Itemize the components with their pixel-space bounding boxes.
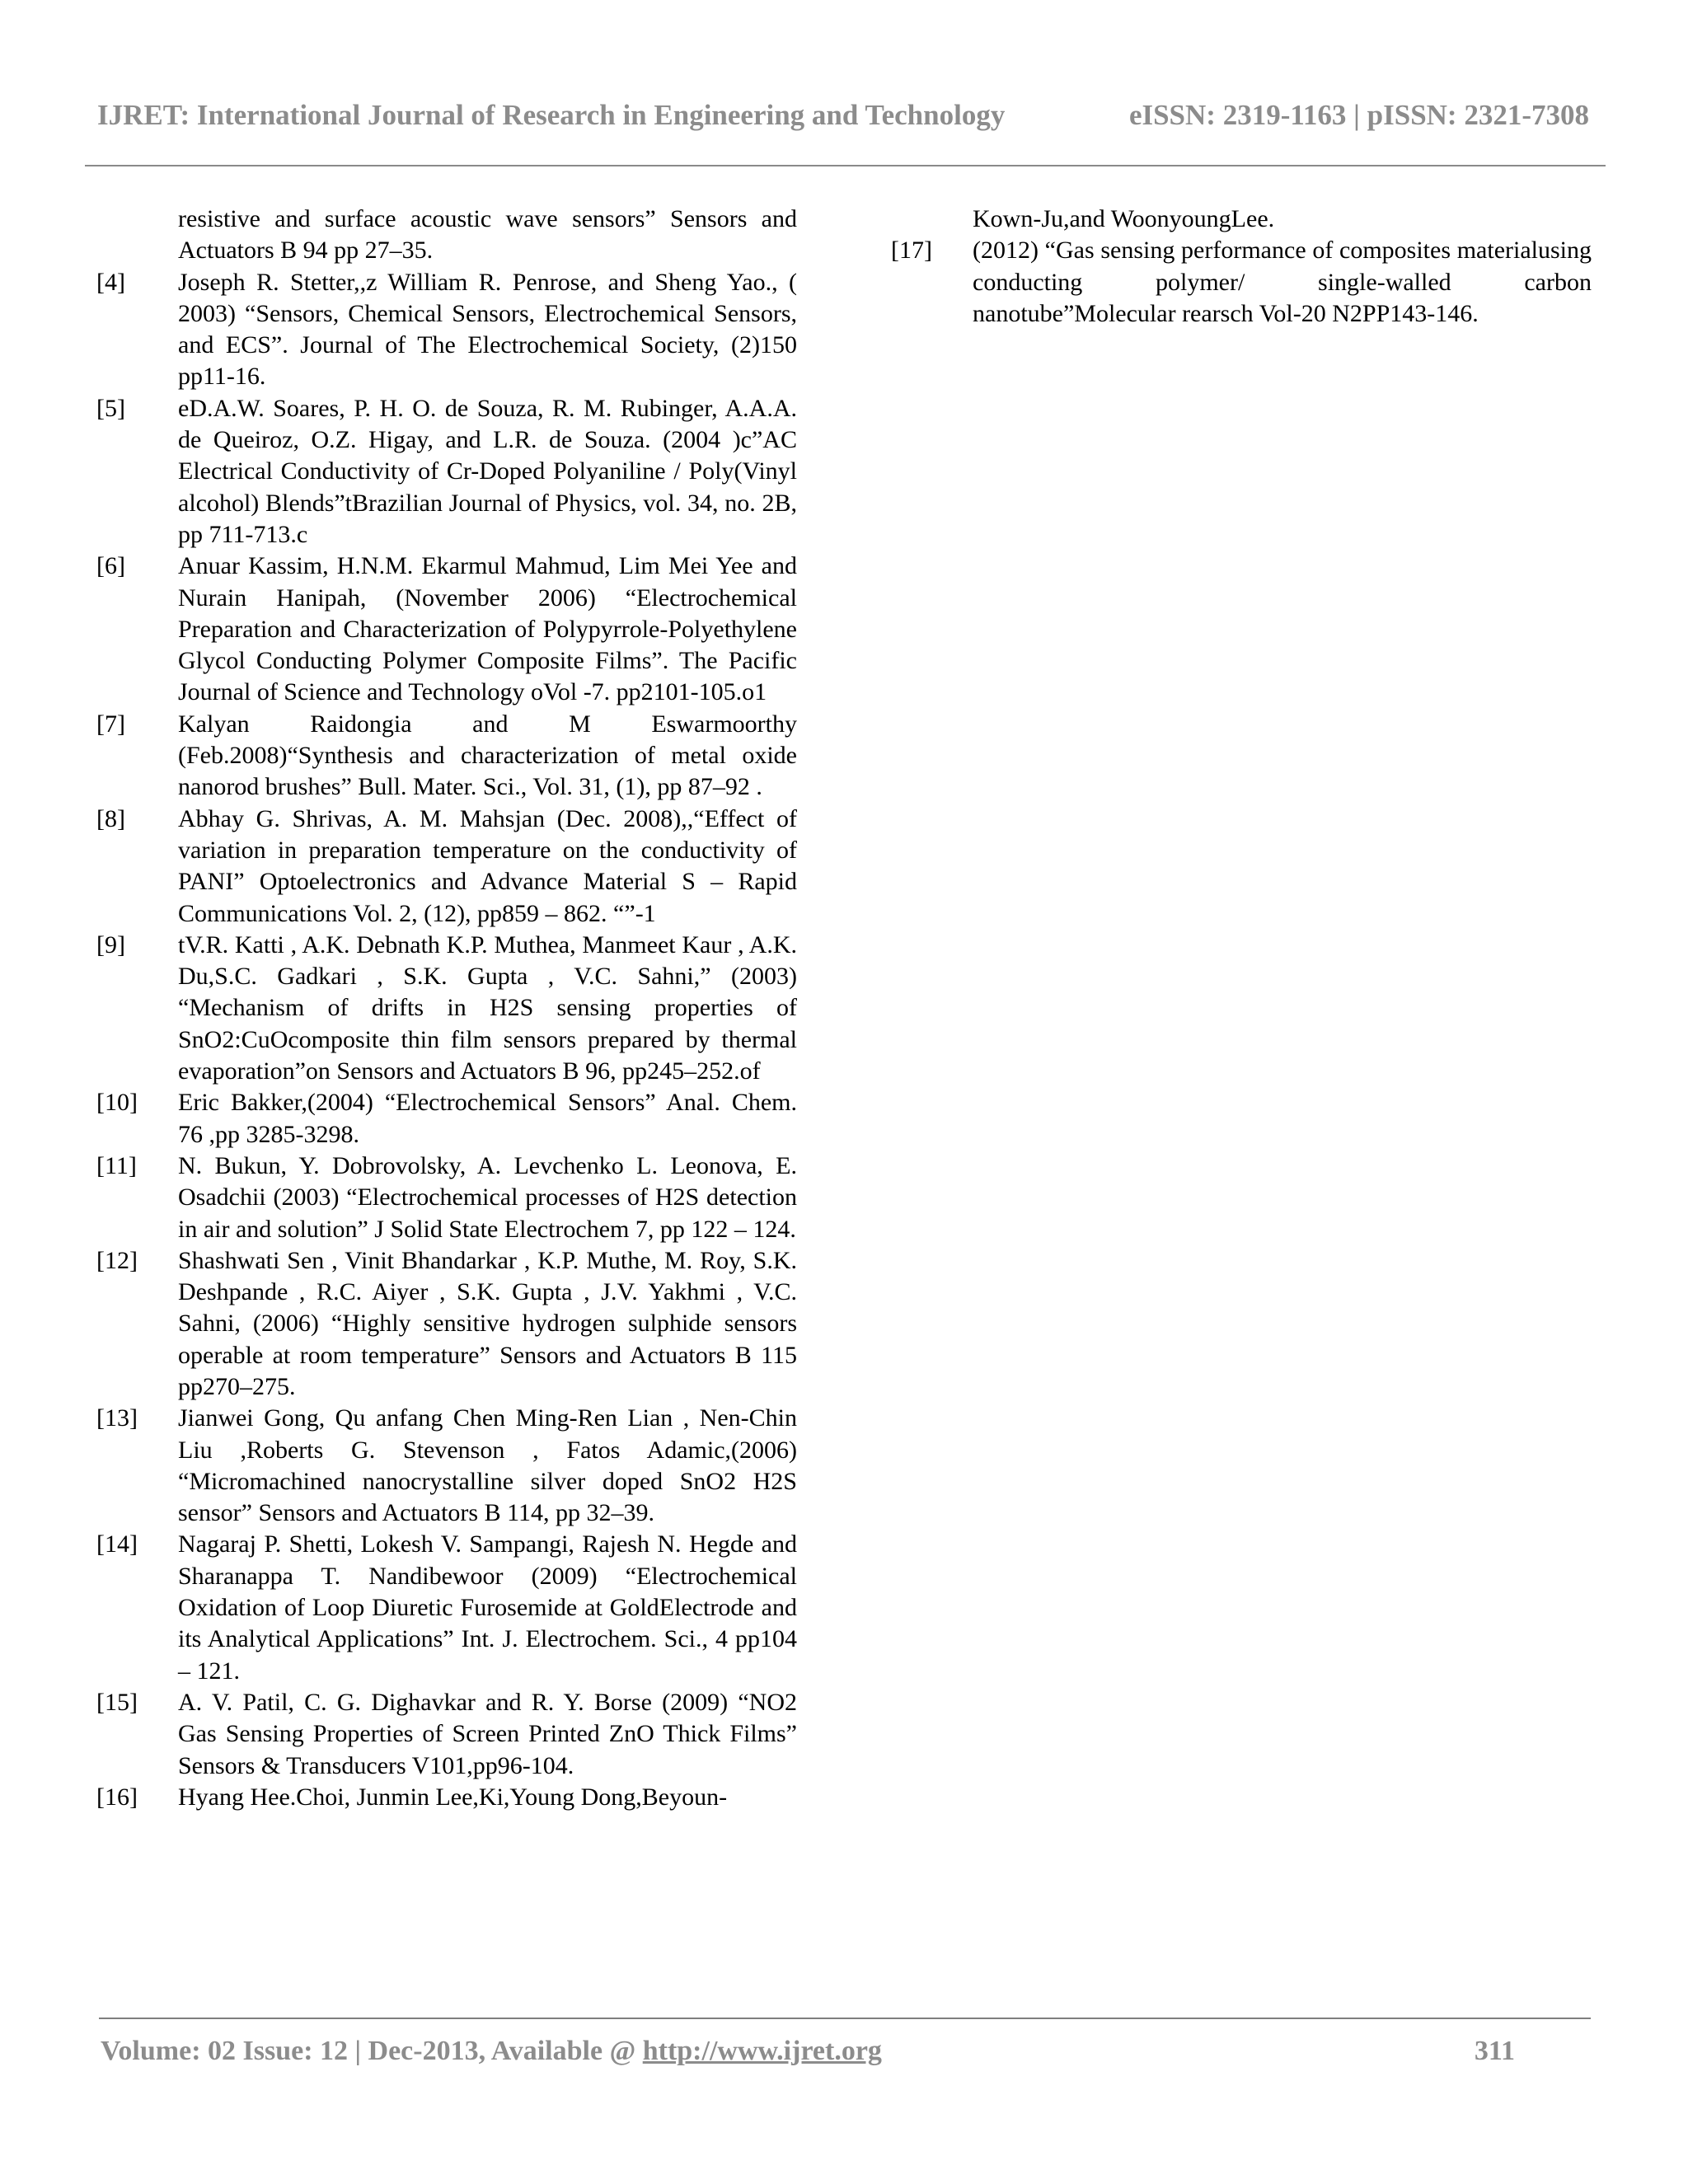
reference-9 <box>96 930 797 1087</box>
reference-text: eD.A.W. Soares, P. H. O. de Souza, R. M. Rubinger, A.A.A. de Queiroz, O.Z. Higay, and L.R. de Souza. (2004 )c”AC Electrical Conductivity of Cr-Doped Polyaniline / Poly(Vinyl alcohol) Blends”tBrazilian Journal of Physics, vol. 34, no. 2B, pp 711-713.c <box>178 394 797 548</box>
reference-14 <box>96 1529 797 1686</box>
footer-divider <box>99 2018 1591 2019</box>
reference-text: Abhay G. Shrivas, A. M. Mahsjan (Dec. 2008),,“Effect of variation in preparation temperature on the conductivity of PANI” Optoelectronics and Advance Material S – Rapid Communications Vol. 2, (12), pp859 – 862. “”-1 <box>178 804 797 927</box>
reference-text: N. Bukun, Y. Dobrovolsky, A. Levchenko L. Leonova, E. Osadchii (2003) “Electrochemical processes of H2S detection in air and solution” J Solid State Electrochem 7, pp 122 – 124. <box>178 1151 797 1243</box>
reference-text: tV.R. Katti , A.K. Debnath K.P. Muthea, Manmeet Kaur , A.K. Du,S.C. Gadkari , S.K. Gupta , V.C. Sahni,” (2003) “Mechanism of drifts in H2S sensing properties of SnO2:CuOcomposite thin film sensors prepared by thermal evaporation”on Sensors and Actuators B 96, pp245–252.of <box>178 930 797 1085</box>
reference-12 <box>96 1245 797 1403</box>
reference-text: Hyang Hee.Choi, Junmin Lee,Ki,Young Dong,Beyoun- <box>178 1783 728 1811</box>
reference-text: Shashwati Sen , Vinit Bhandarkar , K.P. Muthe, M. Roy, S.K. Deshpande , R.C. Aiyer , S.K. Gupta , J.V. Yakhmi , V.C. Sahni, (2006) “Highly sensitive hydrogen sulphide sensors operable at room temperature” Sensors and Actuators B 115 pp270–275. <box>178 1246 797 1400</box>
reference-number: [6] <box>96 552 125 580</box>
page-header <box>97 99 1589 132</box>
reference-number: [13] <box>96 1404 138 1432</box>
reference-10 <box>96 1087 797 1151</box>
reference-text: Nagaraj P. Shetti, Lokesh V. Sampangi, Rajesh N. Hegde and Sharanappa T. Nandibewoor (2009) “Electrochemical Oxidation of Loop Diuretic Furosemide at GoldElectrode and its Analytical Applications” Int. J. Electrochem. Sci., 4 pp104 – 121. <box>178 1530 797 1685</box>
reference-number: [16] <box>96 1783 138 1811</box>
reference-15 <box>96 1687 797 1782</box>
reference-6 <box>96 551 797 708</box>
right-column <box>891 204 1592 330</box>
reference-number: [9] <box>96 930 125 958</box>
reference-13 <box>96 1403 797 1529</box>
reference-number: [11] <box>96 1151 137 1179</box>
reference-text: Eric Bakker,(2004) “Electrochemical Sensors” Anal. Chem. 76 ,pp 3285-3298. <box>178 1089 797 1148</box>
reference-number: [7] <box>96 710 125 738</box>
journal-website-link[interactable]: http://www.ijret.org <box>642 2036 882 2066</box>
reference-text: A. V. Patil, C. G. Dighavkar and R. Y. Borse (2009) “NO2 Gas Sensing Properties of Screen Printed ZnO Thick Films” Sensors & Transducers V101,pp96-104. <box>178 1688 797 1779</box>
reference-5 <box>96 393 797 551</box>
page-number: 311 <box>1474 2036 1515 2066</box>
reference-number: [12] <box>96 1246 138 1274</box>
reference-number: [15] <box>96 1688 138 1716</box>
reference-text: Kalyan Raidongia and M Eswarmoorthy (Feb.2008)“Synthesis and characterization of metal oxide nanorod brushes” Bull. Mater. Sci., Vol. 31, (1), pp 87–92 . <box>178 710 797 801</box>
reference-number: [8] <box>96 804 125 832</box>
reference-4 <box>96 267 797 393</box>
reference-16 <box>96 1782 797 1813</box>
issn-info: eISSN: 2319-1163 | pISSN: 2321-7308 <box>1128 99 1589 131</box>
reference-continuation: Kown-Ju,and WoonyoungLee. <box>973 205 1275 232</box>
reference-11 <box>96 1151 797 1245</box>
reference-number: [4] <box>96 268 125 296</box>
reference-number: [10] <box>96 1089 138 1117</box>
reference-8 <box>96 804 797 930</box>
reference-text: Jianwei Gong, Qu anfang Chen Ming-Ren Lian , Nen-Chin Liu ,Roberts G. Stevenson , Fatos Adamic,(2006) “Micromachined nanocrystalline silver doped SnO2 H2S sensor” Sensors and Actuators B 114, pp 32–39. <box>178 1404 797 1527</box>
reference-text: (2012) “Gas sensing performance of composites materialusing conducting polymer/ single-walled carbon nanotube”Molecular rearsch Vol-20 N2PP143-146. <box>973 237 1592 327</box>
reference-17 <box>891 235 1592 330</box>
reference-number: [14] <box>96 1530 138 1558</box>
header-divider <box>85 165 1606 166</box>
reference-7 <box>96 709 797 804</box>
footer-volume-info <box>101 2036 882 2067</box>
reference-continuation: resistive and surface acoustic wave sensors” Sensors and Actuators B 94 pp 27–35. <box>178 205 797 265</box>
journal-title: IJRET: International Journal of Research in Engineering and Technology <box>97 99 1006 131</box>
reference-number: [17] <box>891 237 932 265</box>
reference-text: Joseph R. Stetter,,z William R. Penrose, and Sheng Yao., ( 2003) “Sensors, Chemical Sensors, Electrochemical Sensors, and ECS”. Journal of The Electrochemical Society, (2)150 pp11-16. <box>178 268 797 391</box>
footer-volume-text: Volume: 02 Issue: 12 | Dec-2013, Available @ <box>101 2036 643 2066</box>
left-column <box>96 204 797 1813</box>
reference-number: [5] <box>96 394 125 422</box>
reference-text: Anuar Kassim, H.N.M. Ekarmul Mahmud, Lim Mei Yee and Nurain Hanipah, (November 2006) “Electrochemical Preparation and Characterization of Polypyrrole-Polyethylene Glycol Conducting Polymer Composite Films”. The Pacific Journal of Science and Technology oVol -7. pp2101-105.o1 <box>178 552 797 706</box>
page-footer <box>101 2036 1515 2067</box>
